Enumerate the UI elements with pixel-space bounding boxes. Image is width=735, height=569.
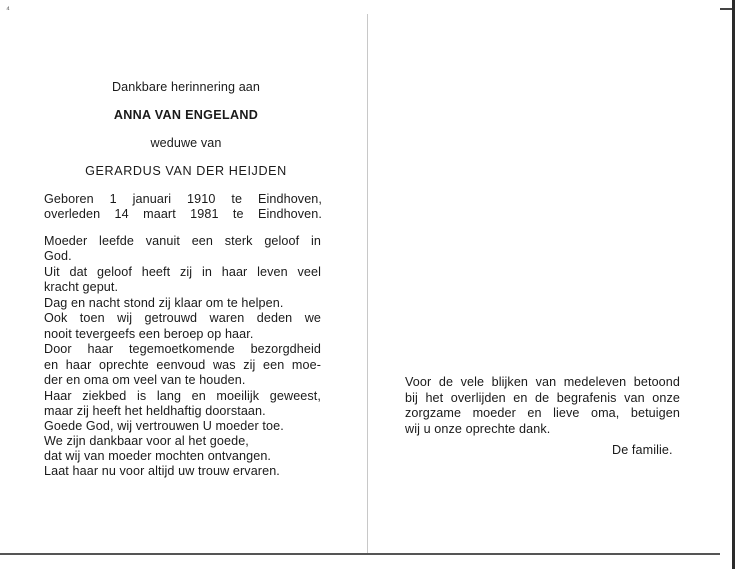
widow-of-text: weduwe van [150,136,222,150]
text-line: maar zij heeft het heldhaftig doorstaan. [44,404,266,418]
text-line: Door haar tegemoetkomende bezorgdheid [44,342,321,356]
prayer-line: Laat haar nu voor altijd uw trouw ervaren. [44,464,280,478]
prayer-line: dat wij van moeder mochten ontvangen. [44,449,272,463]
signature: De familie. [612,443,673,457]
birth-line: Geboren 1 januari 1910 te Eindhoven, [44,192,322,206]
corner-mark: ⁴ [6,4,10,14]
thanks-line: Voor de vele blijken van medeleven betoond [405,375,680,389]
prayer-line: Goede God, wij vertrouwen U moeder toe. [44,419,284,433]
deceased-name: ANNA VAN ENGELAND [113,108,259,122]
text-line: en haar oprechte eenvoud was zij een moe- [44,358,321,372]
thanks-line: bij het overlijden en de begrafenis van onze [405,391,680,405]
fold-line [367,14,368,554]
text-line: Moeder leefde vanuit een sterk geloof in [44,234,321,248]
text-line: God. [44,249,72,263]
intro-text: Dankbare herinnering aan [111,80,261,94]
husband-name: GERARDUS VAN DER HEIJDEN [85,164,287,178]
death-line: overleden 14 maart 1981 te Eindhoven. [44,207,322,221]
text-line: Uit dat geloof heeft zij in haar leven veel [44,265,321,279]
thanks-line: zorgzame moeder en lieve oma, betuigen [405,406,680,420]
prayer-line: We zijn dankbaar voor al het goede, [44,434,249,448]
text-line: nooit tevergeefs een beroep op haar. [44,327,254,341]
card-edge-top [720,8,732,10]
text-line: Ook toen wij getrouwd waren deden we [44,311,321,325]
card-edge-bottom [0,553,720,555]
text-line: kracht geput. [44,280,119,294]
text-line: der en oma om veel van te houden. [44,373,246,387]
text-line: Haar ziekbed is lang en moeilijk geweest, [44,389,321,403]
text-line: Dag en nacht stond zij klaar om te helpen. [44,296,284,310]
thanks-line: wij u onze oprechte dank. [405,422,551,436]
